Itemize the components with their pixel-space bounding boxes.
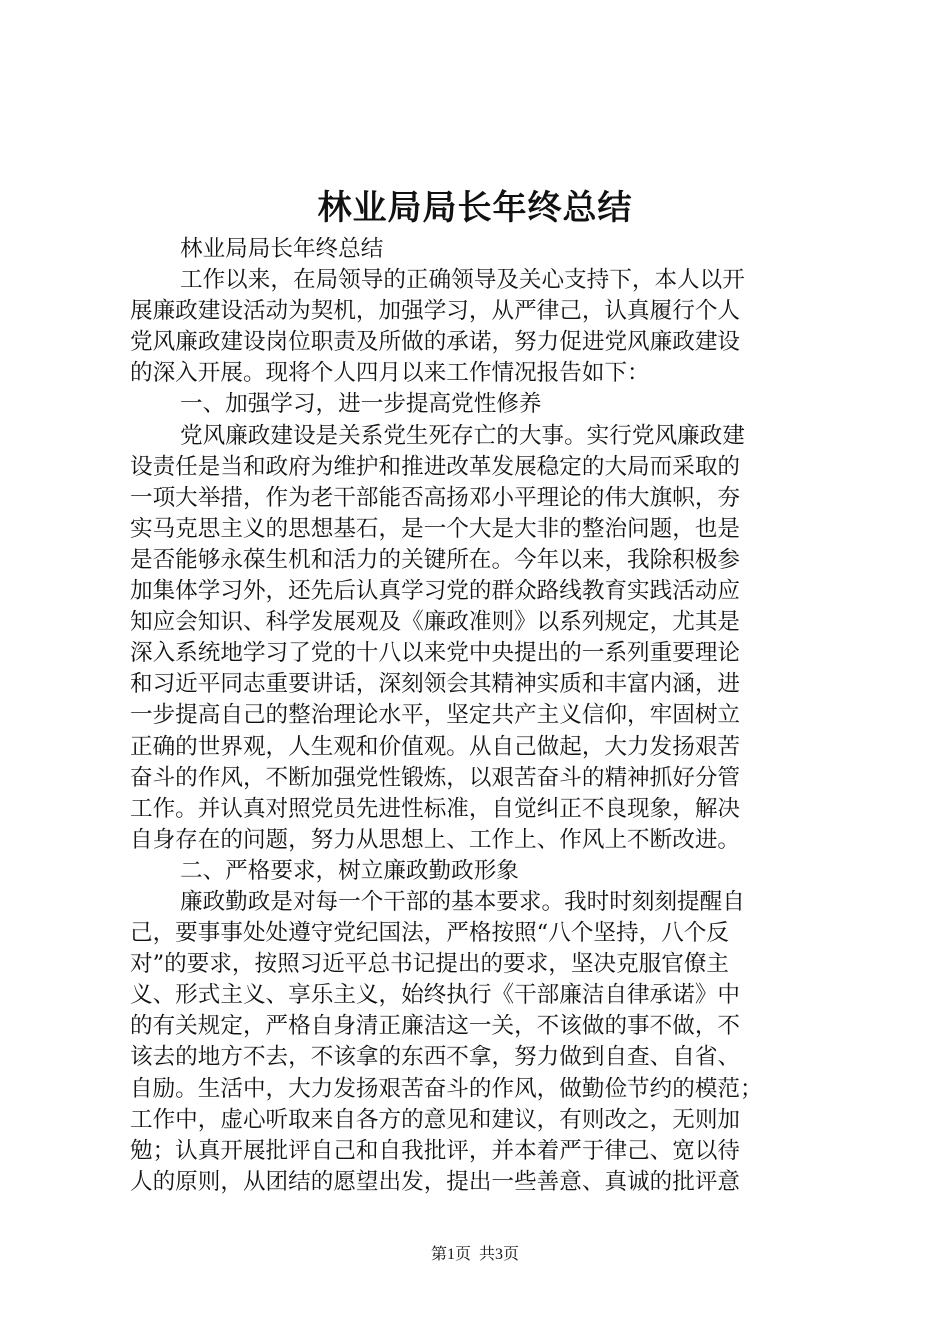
text-line: 己，要事事处处遵守党纪国法，严格按照“八个坚持，八个反 bbox=[130, 920, 729, 947]
text-line: 展廉政建设活动为契机，加强学习，从严律己，认真履行个人 bbox=[130, 298, 741, 325]
text-line: 人的原则，从团结的愿望出发，提出一些善意、真诚的批评意 bbox=[130, 1168, 741, 1195]
page-total: 共3页 bbox=[479, 1246, 520, 1263]
text-line: 林业局局长年终总结 bbox=[180, 236, 384, 262]
text-line: 廉政勤政是对每一个干部的基本要求。我时时刻刻提醒自 bbox=[180, 888, 745, 915]
text-line: 党风廉政建设岗位职责及所做的承诺，努力促进党风廉政建设 bbox=[130, 329, 741, 356]
page-footer bbox=[0, 1244, 950, 1266]
text-line: 工作。并认真对照党员先进性标准，自觉纠正不良现象，解决 bbox=[130, 795, 741, 822]
text-line: 的有关规定，严格自身清正廉洁这一关，不该做的事不做，不 bbox=[130, 1013, 741, 1040]
text-line: 自身存在的问题，努力从思想上、工作上、作风上不断改进。 bbox=[130, 826, 741, 853]
page-number: 第1页 bbox=[430, 1246, 471, 1263]
text-line: 工作以来，在局领导的正确领导及关心支持下，本人以开 bbox=[180, 267, 745, 294]
text-line: 义、形式主义、享乐主义，始终执行《干部廉洁自律承诺》中 bbox=[130, 982, 741, 1009]
text-line: 和习近平同志重要讲话，深刻领会其精神实质和丰富内涵，进 bbox=[130, 671, 741, 698]
text-line: 勉；认真开展批评自己和自我批评，并本着严于律己、宽以待 bbox=[130, 1137, 741, 1164]
text-line: 知应会知识、科学发展观及《廉政准则》以系列规定，尤其是 bbox=[130, 609, 741, 636]
text-line: 一、加强学习，进一步提高党性修养 bbox=[180, 391, 542, 418]
text-line: 工作中，虚心听取来自各方的意见和建议，有则改之，无则加 bbox=[130, 1106, 741, 1133]
text-line: 设责任是当和政府为维护和推进改革发展稳定的大局而采取的 bbox=[130, 453, 741, 480]
text-line: 深入系统地学习了党的十八以来党中央提出的一系列重要理论 bbox=[130, 640, 741, 667]
document-body bbox=[130, 234, 838, 1198]
text-line: 对”的要求，按照习近平总书记提出的要求，坚决克服官僚主 bbox=[130, 951, 729, 978]
text-line: 党风廉政建设是关系党生死存亡的大事。实行党风廉政建 bbox=[180, 422, 745, 449]
document-title: 林业局局长年终总结 bbox=[317, 188, 633, 228]
text-line: 自励。生活中，大力发扬艰苦奋斗的作风，做勤俭节约的模范； bbox=[130, 1075, 763, 1102]
text-line: 二、严格要求，树立廉政勤政形象 bbox=[180, 857, 519, 884]
text-line: 是否能够永葆生机和活力的关键所在。今年以来，我除积极参 bbox=[130, 546, 741, 573]
text-line: 正确的世界观，人生观和价值观。从自己做起，大力发扬艰苦 bbox=[130, 733, 741, 760]
text-line: 加集体学习外，还先后认真学习党的群众路线教育实践活动应 bbox=[130, 578, 741, 605]
text-line: 的深入开展。现将个人四月以来工作情况报告如下： bbox=[130, 360, 650, 387]
text-line: 实马克思主义的思想基石，是一个大是大非的整治问题，也是 bbox=[130, 515, 741, 542]
text-line: 一步提高自己的整治理论水平，坚定共产主义信仰，牢固树立 bbox=[130, 702, 741, 729]
text-line: 一项大举措，作为老干部能否高扬邓小平理论的伟大旗帜，夯 bbox=[130, 484, 741, 511]
text-line: 奋斗的作风，不断加强党性锻炼，以艰苦奋斗的精神抓好分管 bbox=[130, 764, 741, 791]
text-line: 该去的地方不去，不该拿的东西不拿，努力做到自查、自省、 bbox=[130, 1044, 741, 1071]
